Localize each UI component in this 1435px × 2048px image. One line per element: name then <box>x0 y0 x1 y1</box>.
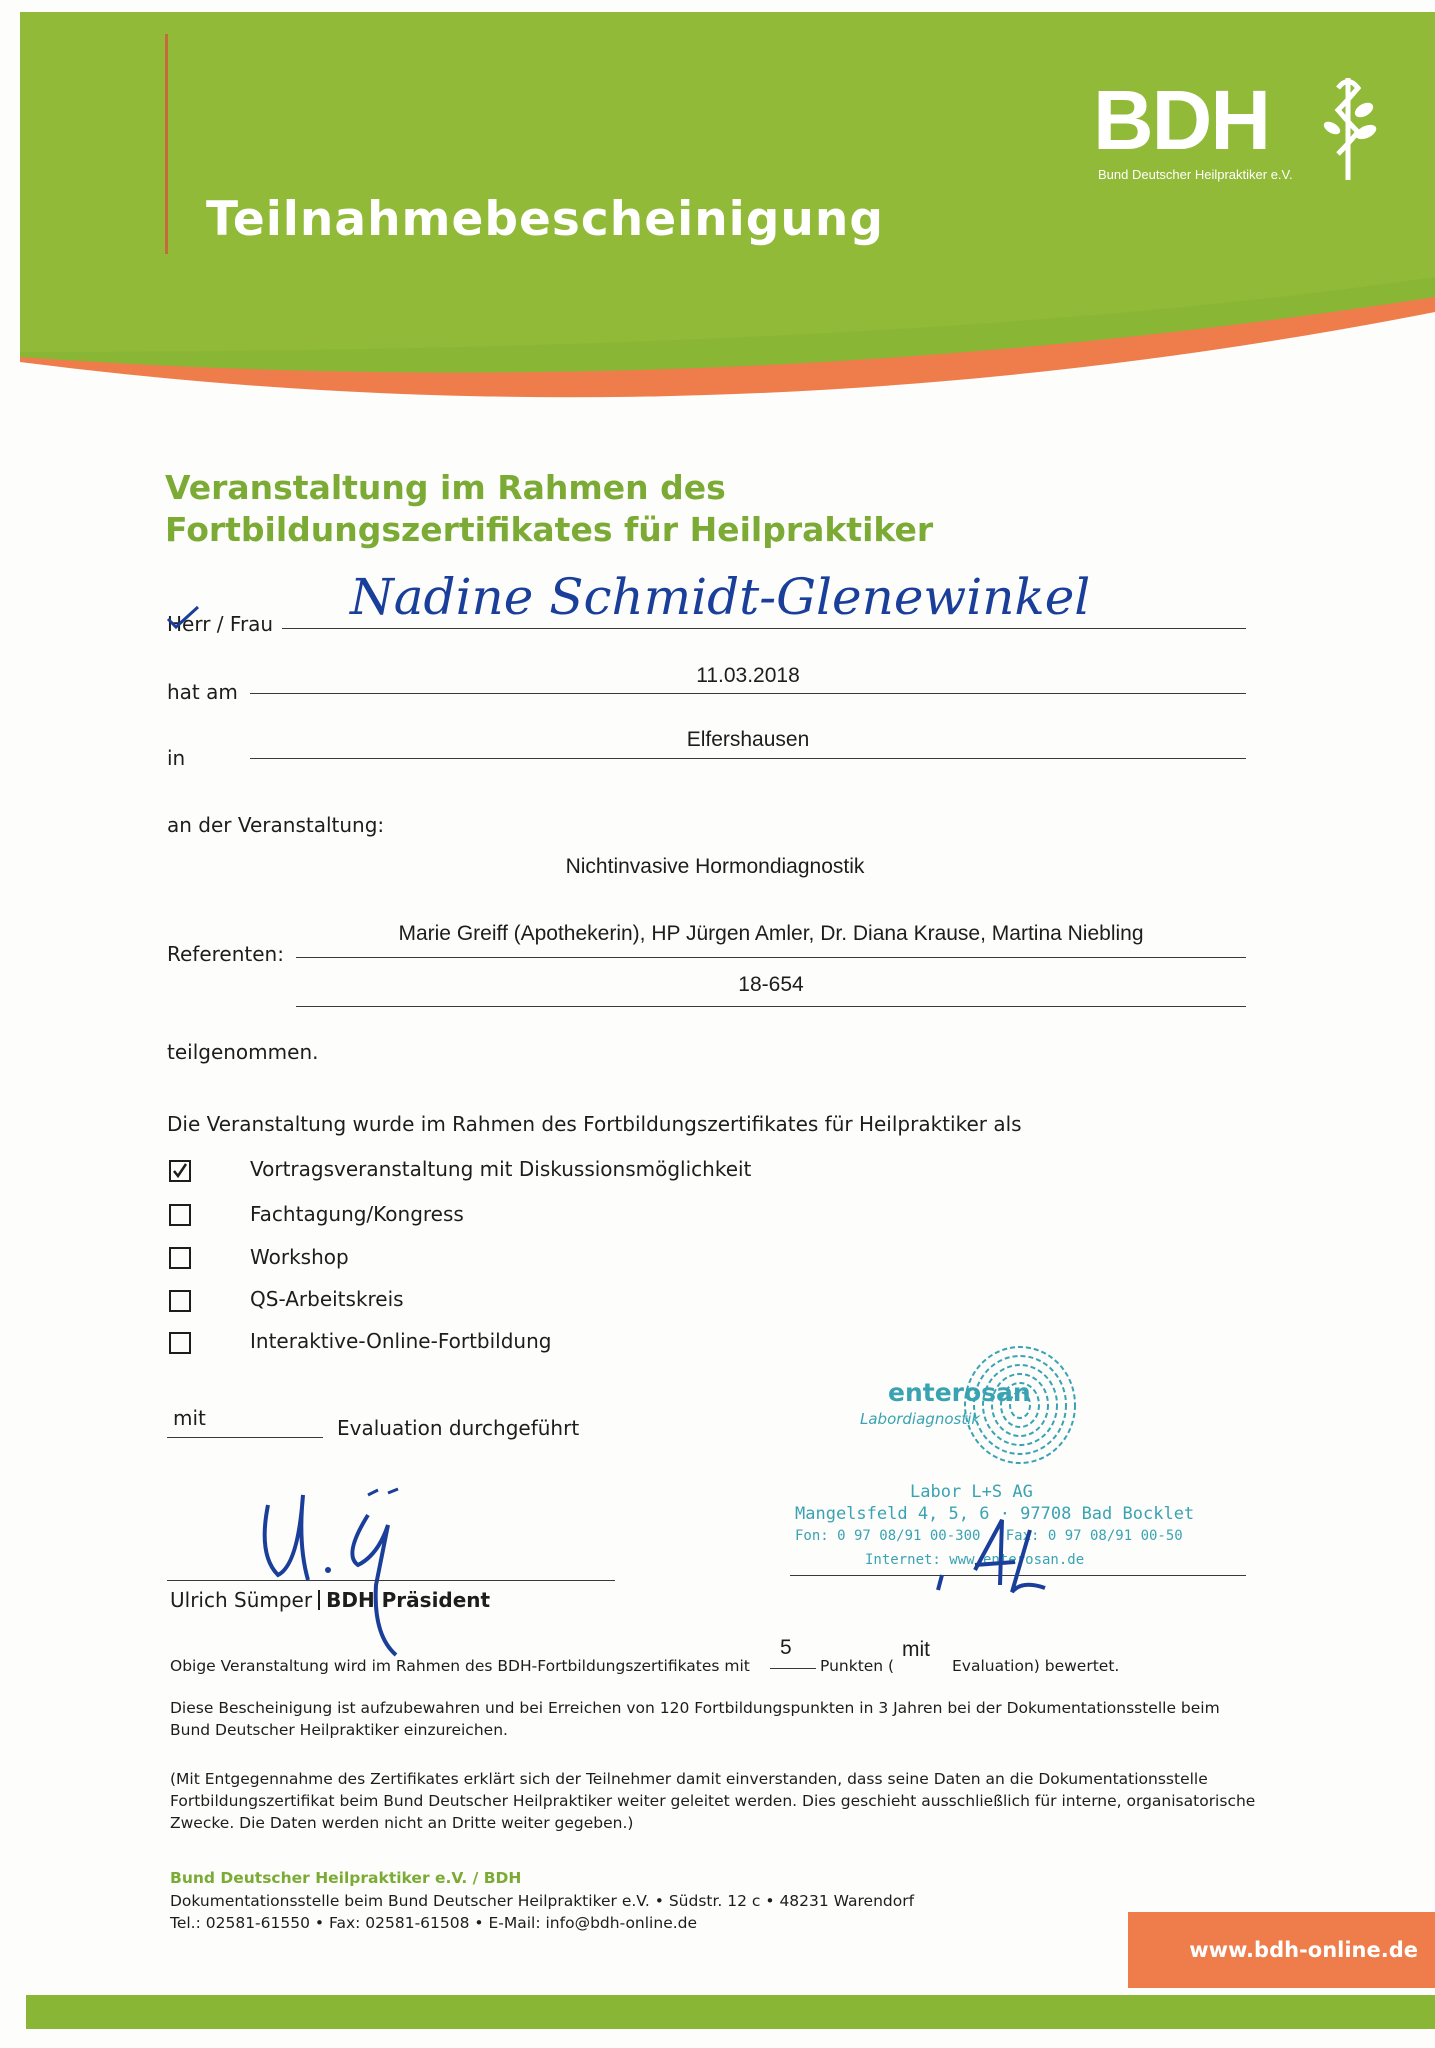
salutation-strike-mark <box>164 603 204 633</box>
checkbox-workshop[interactable] <box>169 1247 191 1269</box>
president-signature-line <box>167 1580 615 1581</box>
option-label-workshop: Workshop <box>250 1245 349 1269</box>
checkbox-online[interactable] <box>169 1332 191 1354</box>
stamp-line-1: Labor L+S AG <box>910 1482 1033 1502</box>
speakers-label: Referenten: <box>167 942 284 966</box>
type-intro: Die Veranstaltung wurde im Rahmen des Fortbildungszertifikates für Heilpraktiker als <box>167 1112 1022 1136</box>
points-suffix: Evaluation) bewertet. <box>952 1657 1120 1675</box>
checkbox-qs-arbeitskreis[interactable] <box>169 1290 191 1312</box>
event-date: 11.03.2018 <box>696 664 800 687</box>
president-name: Ulrich Sümper <box>170 1588 313 1612</box>
option-label-fachtagung: Fachtagung/Kongress <box>250 1202 464 1226</box>
evaluation-value: mit <box>173 1406 206 1430</box>
option-label-vortrag: Vortragsveranstaltung mit Diskussionsmöglichkeit <box>250 1157 752 1181</box>
speakers-value: Marie Greiff (Apothekerin), HP Jürgen Amler, Dr. Diana Krause, Martina Niebling <box>398 922 1144 945</box>
stamp-brand-sub: Labordiagnostik <box>860 1410 981 1428</box>
president-signature-block <box>170 1588 490 1612</box>
certificate-title: Teilnahmebescheinigung <box>206 192 884 247</box>
notice-privacy: (Mit Entgegennahme des Zertifikates erklärt sich der Teilnehmer damit einverstanden, dass seine Daten an die Dokumentationsstelle Fortbildungszertifikat beim Bund Deutscher Heilpraktiker weiter geleitet werden. Dies geschieht ausschließlich für interne, organisatorische Zwecke. Die Daten werden nicht an Dritte weiter gegeben.) <box>170 1770 1256 1832</box>
option-label-online: Interaktive-Online-Fortbildung <box>250 1329 552 1353</box>
stamp-handwritten-signature <box>920 1470 1060 1600</box>
footer-address: Dokumentationsstelle beim Bund Deutscher Heilpraktiker e.V. • Südstr. 12 c • 48231 Warendorf <box>170 1892 915 1910</box>
checkbox-vortrag[interactable] <box>169 1160 191 1182</box>
footer-contact: Tel.: 02581-61550 • Fax: 02581-61508 • E-Mail: info@bdh-online.de <box>170 1914 698 1932</box>
bdh-logo-subtitle: Bund Deutscher Heilpraktiker e.V. <box>1098 167 1293 182</box>
date-line <box>250 693 1246 694</box>
footer-org: Bund Deutscher Heilpraktiker e.V. / BDH <box>170 1869 522 1887</box>
notice-submission: Diese Bescheinigung ist aufzubewahren und bei Erreichen von 120 Fortbildungspunkten in 3 Jahren bei der Dokumentationsstelle beim Bund Deutscher Heilpraktiker einzureichen. <box>170 1699 1220 1739</box>
place-label: in <box>167 746 186 770</box>
bdh-logo-text: BDH <box>1093 73 1269 167</box>
footer-website[interactable]: www.bdh-online.de <box>1189 1938 1418 1962</box>
points-eval-value: mit <box>902 1638 930 1661</box>
date-label: hat am <box>167 680 238 704</box>
checkmark-icon <box>171 1162 189 1180</box>
speakers-line <box>296 957 1246 958</box>
stamp-line-3: Fon: 0 97 08/91 00-300 · Fax: 0 97 08/91 00-50 <box>795 1528 1183 1544</box>
heading-line-2: Fortbildungszertifikates für Heilpraktiker <box>165 510 934 549</box>
evaluation-line <box>167 1437 323 1438</box>
footer-green-band <box>26 1995 1435 2029</box>
points-mid: Punkten ( <box>820 1657 895 1675</box>
stamp-line-2: Mangelsfeld 4, 5, 6 · 97708 Bad Bocklet <box>795 1504 1195 1524</box>
points-line <box>770 1668 816 1669</box>
checkbox-fachtagung[interactable] <box>169 1204 191 1226</box>
event-place: Elfershausen <box>686 728 810 751</box>
event-title: Nichtinvasive Hormondiagnostik <box>565 855 865 878</box>
points-prefix: Obige Veranstaltung wird im Rahmen des BDH-Fortbildungszertifikates mit <box>170 1657 750 1675</box>
name-line <box>282 628 1246 629</box>
place-line <box>250 758 1246 759</box>
heading-line-1: Veranstaltung im Rahmen des <box>165 468 726 507</box>
caduceus-icon <box>1318 70 1378 185</box>
president-role: BDH Präsident <box>326 1588 491 1612</box>
attended-text: teilgenommen. <box>167 1040 319 1064</box>
event-number-line <box>296 1006 1246 1007</box>
stamp-line-4: Internet: www.enterosan.de <box>865 1552 1085 1568</box>
evaluation-label: Evaluation durchgeführt <box>337 1416 580 1440</box>
stamp-brand: enterosan <box>888 1378 1031 1407</box>
event-label: an der Veranstaltung: <box>167 813 385 837</box>
divider <box>318 1590 320 1610</box>
option-label-qs-arbeitskreis: QS-Arbeitskreis <box>250 1287 404 1311</box>
participant-name: Nadine Schmidt-Glenewinkel <box>350 568 1091 626</box>
event-number: 18-654 <box>738 973 804 996</box>
salutation-label: Herr / Frau <box>167 612 274 636</box>
president-handwritten-signature <box>248 1485 428 1660</box>
points-value: 5 <box>780 1636 792 1659</box>
